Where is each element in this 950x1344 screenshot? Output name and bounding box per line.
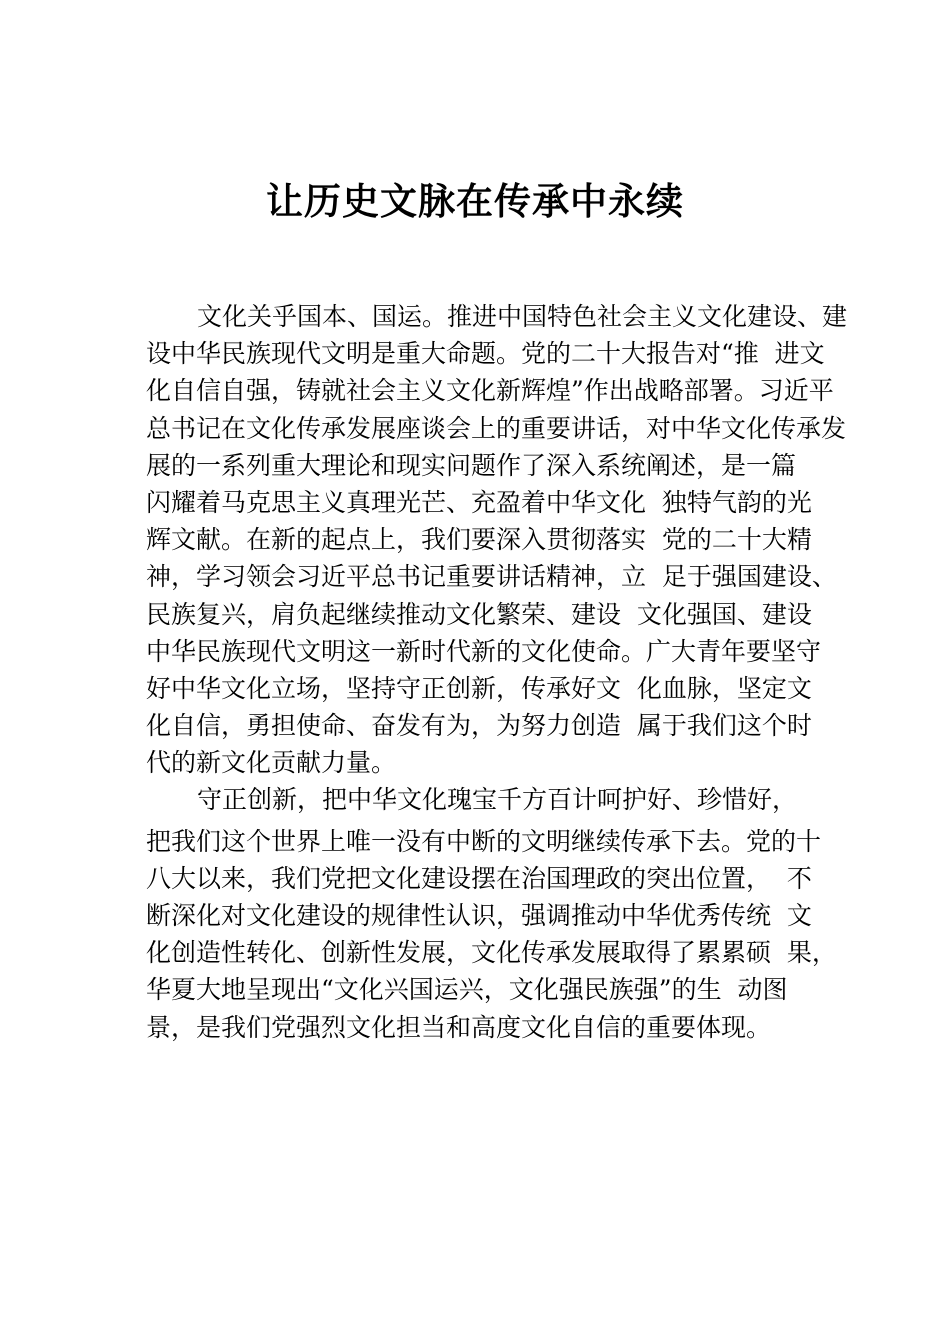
paragraph-line: 化自信，勇担使命、奋发有为，为努力创造 属于我们这个时	[146, 711, 812, 741]
paragraph-line: 守正创新，把中华文化瑰宝千方百计呵护好、珍惜好，	[197, 785, 798, 815]
paragraph-line: 好中华文化立场，坚持守正创新，传承好文 化血脉，坚定文	[146, 673, 812, 703]
paragraph-line: 文化关乎国本、国运。推进中国特色社会主义文化建设、建	[197, 302, 848, 331]
paragraph-line: 民族复兴，肩负起继续推动文化繁荣、建设 文化强国、建设	[146, 599, 812, 629]
paragraph-line: 把我们这个世界上唯一没有中断的文明继续传承下去。党的十	[146, 826, 822, 856]
document-body	[146, 298, 846, 1046]
paragraph-line: 八大以来，我们党把文化建设摆在治国理政的突出位置， 不	[146, 863, 812, 893]
page-title: 让历史文脉在传承中永续	[266, 179, 684, 223]
paragraph-line: 展的一系列重大理论和现实问题作了深入系统阐述，是一篇	[146, 450, 797, 480]
paragraph-line: 总书记在文化传承发展座谈会上的重要讲话，对中华文化传承发	[146, 413, 847, 443]
paragraph-line: 辉文献。在新的起点上，我们要深入贯彻落实 党的二十大精	[146, 525, 812, 555]
paragraph-line: 神，学习领会习近平总书记重要讲话精神，立 足于强国建设、	[146, 562, 837, 592]
paragraph-1	[146, 298, 846, 781]
paragraph-line: 景，是我们党强烈文化担当和高度文化自信的重要体现。	[146, 1012, 772, 1042]
paragraph-line: 化自信自强，铸就社会主义文化新辉煌”作出战略部署。习近平	[146, 376, 834, 406]
paragraph-line: 设中华民族现代文明是重大命题。党的二十大报告对“推 进文	[146, 339, 825, 369]
paragraph-2	[146, 781, 846, 1045]
paragraph-line: 中华民族现代文明这一新时代新的文化使命。广大青年要坚守	[146, 636, 822, 666]
paragraph-line: 华夏大地呈现出“文化兴国运兴，文化强民族强”的生 动图	[146, 975, 788, 1005]
paragraph-line: 代的新文化贡献力量。	[146, 748, 397, 778]
paragraph-line: 闪耀着马克思主义真理光芒、充盈着中华文化 独特气韵的光	[146, 487, 812, 517]
paragraph-line: 断深化对文化建设的规律性认识，强调推动中华优秀传统 文	[146, 901, 812, 930]
paragraph-line: 化创造性转化、创新性发展，文化传承发展取得了累累硕 果，	[146, 938, 837, 968]
